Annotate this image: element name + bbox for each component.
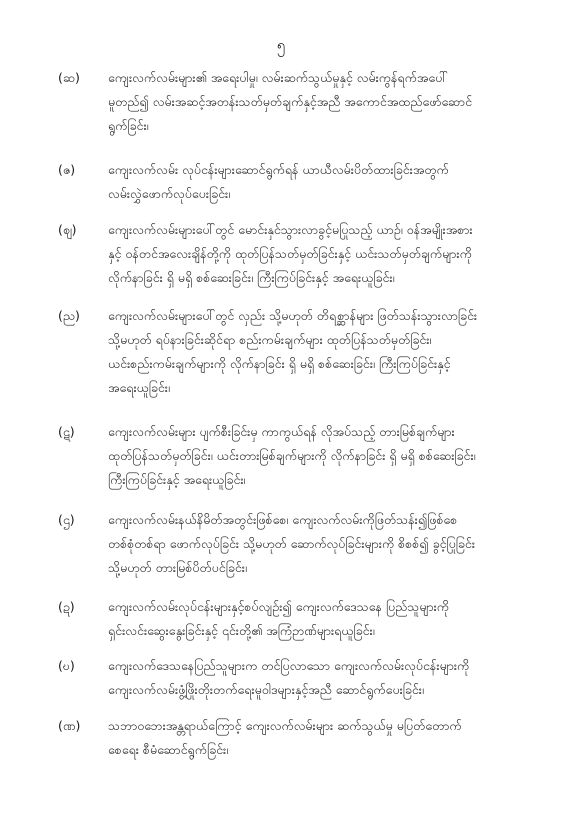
item-line: နှင့် ဝန်တင်အလေးချိန်တို့ကို ထုတ်ပြန်သတ်မှတ်ခြင်းနှင့် ယင်းသတ်မှတ်ချက်များကို	[108, 246, 472, 261]
item-line: အရေးယူခြင်း၊	[108, 380, 170, 395]
item-line: တစ်စုံတစ်ရာ ဖောက်လုပ်ခြင်း သို့မဟုတ် ဆောက်လုပ်ခြင်းများကို စိစစ်၍ ခွင့်ပြုခြင်း	[108, 536, 476, 551]
item-text	[108, 714, 518, 762]
item-text	[108, 218, 518, 290]
item-label: (ဌ)	[58, 512, 75, 527]
item-line: သဘာဝဘေးအန္တရာယ်ကြောင့် ကျေးလက်လမ်းများ ဆက်သွယ်မှု မပြတ်တောက်	[108, 718, 462, 733]
item-line: လမ်းလွှဲဖောက်လုပ်ပေးခြင်း၊	[108, 186, 231, 201]
list-item	[58, 508, 518, 580]
item-line: ကျေးလက်လမ်းများ ပျက်စီးခြင်းမှ ကာကွယ်ရန် လိုအပ်သည့် တားမြစ်ချက်များ	[108, 424, 455, 439]
item-line: ကျေးလက်ဒေသနေပြည်သူများက တင်ပြလာသော ကျေးလက်လမ်းလုပ်ငန်းများကို	[108, 658, 470, 673]
list-item	[58, 714, 518, 762]
item-label: (ဏ)	[58, 718, 81, 733]
item-text	[108, 595, 518, 643]
item-line: ကျေးလက်လမ်းများပေါ်တွင် မောင်းနှင်သွားလာခွင့်မပြုသည့် ယာဉ်၊ ဝန်အမျိုးအစား	[108, 222, 473, 237]
item-text	[108, 304, 518, 400]
list-item	[58, 654, 518, 702]
item-text	[108, 420, 518, 492]
item-line: ကျေးလက်လမ်းနယ်နိမိတ်အတွင်းဖြစ်စေ၊ ကျေးလက်လမ်းကိုဖြတ်သန်း၍ဖြစ်စေ	[108, 512, 458, 527]
item-line: ကျေးလက်လမ်းဖွံ့ဖြိုးတိုးတက်ရေးမူဝါဒများနှင့်အညီ ဆောင်ရွက်ပေးခြင်း၊	[108, 682, 424, 697]
item-line: ကြီးကြပ်ခြင်းနှင့် အရေးယူခြင်း၊	[108, 472, 246, 487]
item-line: ရှင်းလင်းဆွေးနွေးခြင်းနှင့် ၎င်းတို့၏ အကြံဉာဏ်များရယူခြင်း၊	[108, 623, 375, 638]
item-line: သို့မဟုတ် တားမြစ်ပိတ်ပင်ခြင်း၊	[108, 560, 247, 575]
item-label: (ဎ)	[58, 658, 75, 673]
item-label: (ဈ)	[58, 222, 77, 237]
list-item	[58, 304, 518, 400]
item-text	[108, 66, 518, 138]
list-item	[58, 158, 518, 206]
item-label: (ဆ)	[58, 70, 80, 85]
item-line: သို့မဟုတ် ရပ်နားခြင်းဆိုင်ရာ စည်းကမ်းချက်များ ထုတ်ပြန်သတ်မှတ်ခြင်း၊	[108, 332, 432, 347]
item-line: ကျေးလက်လမ်း လုပ်ငန်းများဆောင်ရွက်ရန် ယာယီလမ်းပိတ်ထားခြင်းအတွက်	[108, 162, 449, 177]
item-line: ကျေးလက်လမ်းများပေါ်တွင် လှည်း သို့မဟုတ် တိရစ္ဆာန်များ ဖြတ်သန်းသွားလာခြင်း	[108, 308, 478, 323]
list-item	[58, 218, 518, 290]
item-label: (ဍ)	[58, 599, 75, 614]
item-line: ကျေးလက်လမ်းများ၏ အရေးပါမှု၊ လမ်းဆက်သွယ်မှုနှင့် လမ်းကွန်ရက်အပေါ်	[108, 70, 448, 85]
item-label: (ဇ)	[58, 162, 76, 177]
item-label: (ည)	[58, 308, 80, 323]
item-line: ယင်းစည်းကမ်းချက်များကို လိုက်နာခြင်း ရှိ မရှိ စစ်ဆေးခြင်း၊ ကြီးကြပ်ခြင်းနှင့်	[108, 356, 451, 371]
list-item	[58, 66, 518, 138]
item-line: စေရေး စီမံဆောင်ရွက်ခြင်း၊	[108, 742, 229, 757]
item-line: ကျေးလက်လမ်းလုပ်ငန်းများနှင့်စပ်လျဉ်း၍ ကျေးလက်ဒေသနေ ပြည်သူများကို	[108, 599, 450, 614]
item-line: ထုတ်ပြန်သတ်မှတ်ခြင်း၊ ယင်းတားမြစ်ချက်များကို လိုက်နာခြင်း ရှိ မရှိ စစ်ဆေးခြင်း၊	[108, 448, 476, 463]
list-item	[58, 420, 518, 492]
page-number: ၅	[276, 36, 286, 54]
item-text	[108, 654, 518, 702]
item-text	[108, 158, 518, 206]
item-label: (ဋ)	[58, 424, 75, 439]
item-line: မူတည်၍ လမ်းအဆင့်အတန်းသတ်မှတ်ချက်နှင့်အညီ အကောင်အထည်ဖော်ဆောင်	[108, 94, 473, 109]
list-item	[58, 595, 518, 643]
item-line: ရွက်ခြင်း၊	[108, 118, 149, 133]
item-line: လိုက်နာခြင်း ရှိ မရှိ စစ်ဆေးခြင်း၊ ကြီးကြပ်ခြင်းနှင့် အရေးယူခြင်း၊	[108, 270, 395, 285]
item-text	[108, 508, 518, 580]
